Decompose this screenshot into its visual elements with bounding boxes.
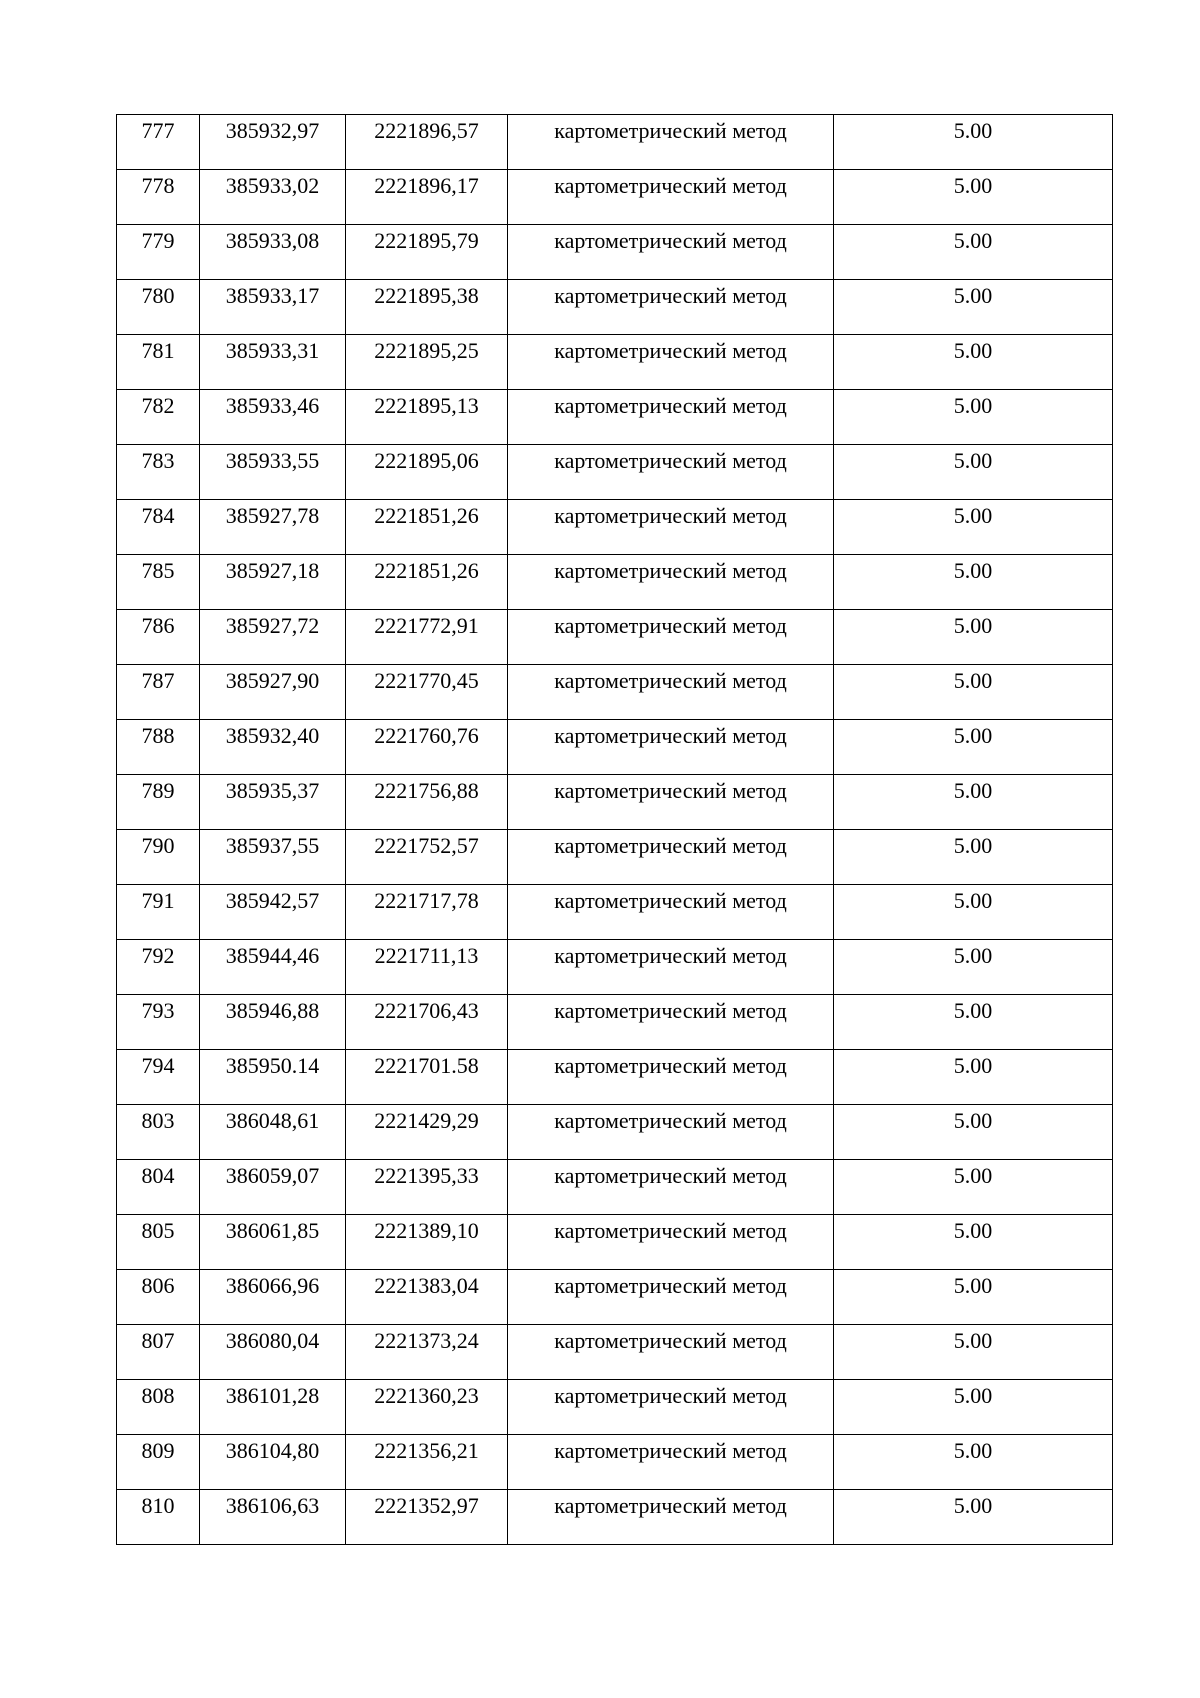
point-number-cell: [117, 1215, 200, 1270]
method-cell-text: картометрический метод: [554, 833, 787, 858]
point-number-cell: [117, 170, 200, 225]
y-coordinate-cell-text: 2221711,13: [374, 943, 479, 968]
accuracy-cell-text: 5.00: [953, 228, 993, 253]
accuracy-cell: [834, 390, 1113, 445]
method-cell: [508, 610, 834, 665]
point-number-cell: [117, 1160, 200, 1215]
x-coordinate-cell-text: 385950.14: [225, 1053, 320, 1078]
y-coordinate-cell: [346, 1380, 508, 1435]
accuracy-cell-text: 5.00: [953, 118, 993, 143]
accuracy-cell-text: 5.00: [953, 613, 993, 638]
accuracy-cell-text: 5.00: [953, 1493, 993, 1518]
y-coordinate-cell: [346, 610, 508, 665]
y-coordinate-cell-text: 2221717,78: [374, 888, 479, 913]
x-coordinate-cell-text: 385927,72: [225, 613, 320, 638]
y-coordinate-cell: [346, 720, 508, 775]
point-number-cell: [117, 1105, 200, 1160]
point-number-cell-text: 784: [141, 503, 175, 528]
y-coordinate-cell-text: 2221895,13: [374, 393, 479, 418]
accuracy-cell-text: 5.00: [953, 1328, 993, 1353]
point-number-cell-text: 781: [141, 338, 175, 363]
accuracy-cell: [834, 665, 1113, 720]
accuracy-cell: [834, 1490, 1113, 1545]
method-cell: [508, 390, 834, 445]
y-coordinate-cell-text: 2221352,97: [374, 1493, 479, 1518]
accuracy-cell-text: 5.00: [953, 448, 993, 473]
y-coordinate-cell-text: 2221851,26: [374, 503, 479, 528]
point-number-cell-text: 785: [141, 558, 175, 583]
x-coordinate-cell: [200, 1380, 346, 1435]
point-number-cell-text: 809: [141, 1438, 175, 1463]
y-coordinate-cell-text: 2221756,88: [374, 778, 479, 803]
point-number-cell: [117, 940, 200, 995]
accuracy-cell-text: 5.00: [953, 943, 993, 968]
y-coordinate-cell-text: 2221770,45: [374, 668, 479, 693]
x-coordinate-cell: [200, 995, 346, 1050]
y-coordinate-cell: [346, 1160, 508, 1215]
x-coordinate-cell: [200, 665, 346, 720]
accuracy-cell: [834, 720, 1113, 775]
x-coordinate-cell: [200, 940, 346, 995]
x-coordinate-cell-text: 385933,31: [225, 338, 320, 363]
method-cell: [508, 335, 834, 390]
x-coordinate-cell-text: 386066,96: [225, 1273, 320, 1298]
point-number-cell-text: 786: [141, 613, 175, 638]
x-coordinate-cell: [200, 225, 346, 280]
x-coordinate-cell: [200, 720, 346, 775]
method-cell: [508, 500, 834, 555]
y-coordinate-cell-text: 2221752,57: [374, 833, 479, 858]
y-coordinate-cell: [346, 830, 508, 885]
x-coordinate-cell-text: 386061,85: [225, 1218, 320, 1243]
point-number-cell-text: 794: [141, 1053, 175, 1078]
x-coordinate-cell-text: 385944,46: [225, 943, 320, 968]
x-coordinate-cell: [200, 610, 346, 665]
point-number-cell: [117, 610, 200, 665]
x-coordinate-cell: [200, 775, 346, 830]
x-coordinate-cell: [200, 335, 346, 390]
y-coordinate-cell-text: 2221896,57: [374, 118, 479, 143]
y-coordinate-cell: [346, 885, 508, 940]
y-coordinate-cell: [346, 1105, 508, 1160]
y-coordinate-cell: [346, 1050, 508, 1105]
x-coordinate-cell: [200, 445, 346, 500]
accuracy-cell: [834, 170, 1113, 225]
y-coordinate-cell-text: 2221895,25: [374, 338, 479, 363]
x-coordinate-cell-text: 386106,63: [225, 1493, 320, 1518]
accuracy-cell: [834, 1215, 1113, 1270]
table-row: [117, 1325, 1113, 1380]
accuracy-cell: [834, 1050, 1113, 1105]
table-row: [117, 995, 1113, 1050]
accuracy-cell-text: 5.00: [953, 888, 993, 913]
table-row: [117, 940, 1113, 995]
accuracy-cell-text: 5.00: [953, 833, 993, 858]
x-coordinate-cell: [200, 500, 346, 555]
y-coordinate-cell-text: 2221395,33: [374, 1163, 479, 1188]
point-number-cell: [117, 1270, 200, 1325]
point-number-cell-text: 804: [141, 1163, 175, 1188]
method-cell: [508, 1270, 834, 1325]
x-coordinate-cell: [200, 1215, 346, 1270]
method-cell-text: картометрический метод: [554, 1053, 787, 1078]
table-row: [117, 1215, 1113, 1270]
y-coordinate-cell-text: 2221896,17: [374, 173, 479, 198]
method-cell: [508, 555, 834, 610]
accuracy-cell: [834, 885, 1113, 940]
x-coordinate-cell: [200, 830, 346, 885]
accuracy-cell-text: 5.00: [953, 668, 993, 693]
method-cell: [508, 115, 834, 170]
point-number-cell: [117, 995, 200, 1050]
x-coordinate-cell: [200, 1490, 346, 1545]
accuracy-cell-text: 5.00: [953, 1383, 993, 1408]
table-row: [117, 115, 1113, 170]
method-cell-text: картометрический метод: [554, 448, 787, 473]
point-number-cell: [117, 665, 200, 720]
method-cell-text: картометрический метод: [554, 1218, 787, 1243]
x-coordinate-cell-text: 386048,61: [225, 1108, 320, 1133]
table-row: [117, 445, 1113, 500]
table-row: [117, 1490, 1113, 1545]
x-coordinate-cell: [200, 280, 346, 335]
accuracy-cell: [834, 1325, 1113, 1380]
y-coordinate-cell-text: 2221429,29: [374, 1108, 479, 1133]
x-coordinate-cell: [200, 555, 346, 610]
x-coordinate-cell: [200, 170, 346, 225]
accuracy-cell-text: 5.00: [953, 998, 993, 1023]
x-coordinate-cell: [200, 1270, 346, 1325]
y-coordinate-cell-text: 2221356,21: [374, 1438, 479, 1463]
point-number-cell-text: 779: [141, 228, 175, 253]
method-cell: [508, 445, 834, 500]
y-coordinate-cell-text: 2221389,10: [374, 1218, 479, 1243]
y-coordinate-cell-text: 2221383,04: [374, 1273, 479, 1298]
accuracy-cell-text: 5.00: [953, 1108, 993, 1133]
method-cell: [508, 1050, 834, 1105]
y-coordinate-cell: [346, 500, 508, 555]
method-cell: [508, 665, 834, 720]
table-row: [117, 1435, 1113, 1490]
accuracy-cell: [834, 1270, 1113, 1325]
method-cell: [508, 1215, 834, 1270]
method-cell-text: картометрический метод: [554, 888, 787, 913]
table-row: [117, 1050, 1113, 1105]
method-cell-text: картометрический метод: [554, 1493, 787, 1518]
y-coordinate-cell-text: 2221373,24: [374, 1328, 479, 1353]
x-coordinate-cell-text: 385932,97: [225, 118, 320, 143]
accuracy-cell-text: 5.00: [953, 723, 993, 748]
y-coordinate-cell-text: 2221701.58: [374, 1053, 479, 1078]
point-number-cell: [117, 1325, 200, 1380]
accuracy-cell-text: 5.00: [953, 338, 993, 363]
method-cell-text: картометрический метод: [554, 613, 787, 638]
point-number-cell-text: 793: [141, 998, 175, 1023]
x-coordinate-cell-text: 385946,88: [225, 998, 320, 1023]
y-coordinate-cell-text: 2221895,79: [374, 228, 479, 253]
y-coordinate-cell: [346, 225, 508, 280]
method-cell: [508, 1490, 834, 1545]
method-cell-text: картометрический метод: [554, 668, 787, 693]
x-coordinate-cell: [200, 1435, 346, 1490]
table-row: [117, 885, 1113, 940]
y-coordinate-cell: [346, 335, 508, 390]
table-row: [117, 555, 1113, 610]
method-cell-text: картометрический метод: [554, 1108, 787, 1133]
table-row: [117, 1105, 1113, 1160]
point-number-cell-text: 787: [141, 668, 175, 693]
x-coordinate-cell-text: 385937,55: [225, 833, 320, 858]
method-cell: [508, 940, 834, 995]
x-coordinate-cell-text: 385927,78: [225, 503, 320, 528]
point-number-cell-text: 806: [141, 1273, 175, 1298]
point-number-cell: [117, 500, 200, 555]
method-cell: [508, 170, 834, 225]
y-coordinate-cell-text: 2221772,91: [374, 613, 479, 638]
point-number-cell: [117, 1490, 200, 1545]
point-number-cell: [117, 1380, 200, 1435]
point-number-cell-text: 808: [141, 1383, 175, 1408]
method-cell-text: картометрический метод: [554, 723, 787, 748]
point-number-cell: [117, 1050, 200, 1105]
point-number-cell-text: 807: [141, 1328, 175, 1353]
y-coordinate-cell: [346, 555, 508, 610]
x-coordinate-cell-text: 385927,90: [225, 668, 320, 693]
method-cell-text: картометрический метод: [554, 1273, 787, 1298]
table-row: [117, 610, 1113, 665]
point-number-cell: [117, 830, 200, 885]
x-coordinate-cell-text: 385935,37: [225, 778, 320, 803]
accuracy-cell-text: 5.00: [953, 1053, 993, 1078]
table-row: [117, 665, 1113, 720]
point-number-cell: [117, 720, 200, 775]
table-row: [117, 500, 1113, 555]
method-cell-text: картометрический метод: [554, 393, 787, 418]
accuracy-cell-text: 5.00: [953, 1163, 993, 1188]
method-cell: [508, 830, 834, 885]
point-number-cell: [117, 445, 200, 500]
accuracy-cell: [834, 555, 1113, 610]
point-number-cell: [117, 555, 200, 610]
accuracy-cell: [834, 1435, 1113, 1490]
point-number-cell-text: 782: [141, 393, 175, 418]
accuracy-cell: [834, 280, 1113, 335]
x-coordinate-cell-text: 385933,55: [225, 448, 320, 473]
accuracy-cell-text: 5.00: [953, 393, 993, 418]
point-number-cell-text: 780: [141, 283, 175, 308]
method-cell-text: картометрический метод: [554, 1328, 787, 1353]
point-number-cell-text: 791: [141, 888, 175, 913]
method-cell: [508, 885, 834, 940]
point-number-cell: [117, 885, 200, 940]
x-coordinate-cell-text: 386104,80: [225, 1438, 320, 1463]
point-number-cell-text: 810: [141, 1493, 175, 1518]
method-cell-text: картометрический метод: [554, 943, 787, 968]
point-number-cell-text: 783: [141, 448, 175, 473]
y-coordinate-cell: [346, 1270, 508, 1325]
x-coordinate-cell: [200, 390, 346, 445]
point-number-cell-text: 792: [141, 943, 175, 968]
x-coordinate-cell-text: 385927,18: [225, 558, 320, 583]
method-cell-text: картометрический метод: [554, 118, 787, 143]
y-coordinate-cell: [346, 1215, 508, 1270]
accuracy-cell: [834, 775, 1113, 830]
accuracy-cell: [834, 1105, 1113, 1160]
coordinates-table: [116, 114, 1113, 1545]
method-cell-text: картометрический метод: [554, 1383, 787, 1408]
y-coordinate-cell: [346, 280, 508, 335]
method-cell: [508, 1435, 834, 1490]
method-cell: [508, 1105, 834, 1160]
accuracy-cell: [834, 115, 1113, 170]
y-coordinate-cell: [346, 1490, 508, 1545]
coordinates-table-body: [117, 115, 1113, 1545]
accuracy-cell: [834, 225, 1113, 280]
method-cell: [508, 280, 834, 335]
x-coordinate-cell-text: 386080,04: [225, 1328, 320, 1353]
x-coordinate-cell-text: 386059,07: [225, 1163, 320, 1188]
accuracy-cell-text: 5.00: [953, 173, 993, 198]
accuracy-cell-text: 5.00: [953, 1273, 993, 1298]
y-coordinate-cell-text: 2221360,23: [374, 1383, 479, 1408]
table-row: [117, 1160, 1113, 1215]
point-number-cell: [117, 390, 200, 445]
point-number-cell: [117, 775, 200, 830]
point-number-cell-text: 803: [141, 1108, 175, 1133]
x-coordinate-cell: [200, 1160, 346, 1215]
accuracy-cell: [834, 940, 1113, 995]
table-row: [117, 775, 1113, 830]
y-coordinate-cell: [346, 1435, 508, 1490]
accuracy-cell-text: 5.00: [953, 778, 993, 803]
x-coordinate-cell-text: 385933,08: [225, 228, 320, 253]
accuracy-cell-text: 5.00: [953, 558, 993, 583]
point-number-cell: [117, 335, 200, 390]
x-coordinate-cell: [200, 1050, 346, 1105]
y-coordinate-cell: [346, 390, 508, 445]
table-row: [117, 720, 1113, 775]
x-coordinate-cell-text: 385942,57: [225, 888, 320, 913]
method-cell: [508, 720, 834, 775]
x-coordinate-cell: [200, 1325, 346, 1380]
method-cell-text: картометрический метод: [554, 283, 787, 308]
point-number-cell-text: 789: [141, 778, 175, 803]
method-cell-text: картометрический метод: [554, 558, 787, 583]
table-row: [117, 390, 1113, 445]
method-cell-text: картометрический метод: [554, 338, 787, 363]
x-coordinate-cell-text: 385933,17: [225, 283, 320, 308]
method-cell-text: картометрический метод: [554, 173, 787, 198]
accuracy-cell: [834, 830, 1113, 885]
y-coordinate-cell: [346, 1325, 508, 1380]
method-cell: [508, 1380, 834, 1435]
accuracy-cell-text: 5.00: [953, 283, 993, 308]
point-number-cell: [117, 280, 200, 335]
x-coordinate-cell-text: 385932,40: [225, 723, 320, 748]
x-coordinate-cell: [200, 885, 346, 940]
accuracy-cell: [834, 445, 1113, 500]
y-coordinate-cell: [346, 995, 508, 1050]
y-coordinate-cell: [346, 170, 508, 225]
accuracy-cell-text: 5.00: [953, 1438, 993, 1463]
table-row: [117, 280, 1113, 335]
table-row: [117, 225, 1113, 280]
table-row: [117, 335, 1113, 390]
y-coordinate-cell: [346, 940, 508, 995]
point-number-cell-text: 805: [141, 1218, 175, 1243]
point-number-cell: [117, 115, 200, 170]
point-number-cell: [117, 1435, 200, 1490]
point-number-cell-text: 778: [141, 173, 175, 198]
y-coordinate-cell-text: 2221895,38: [374, 283, 479, 308]
method-cell: [508, 1160, 834, 1215]
method-cell: [508, 775, 834, 830]
accuracy-cell-text: 5.00: [953, 1218, 993, 1243]
x-coordinate-cell-text: 385933,46: [225, 393, 320, 418]
table-row: [117, 830, 1113, 885]
method-cell-text: картометрический метод: [554, 1163, 787, 1188]
method-cell-text: картометрический метод: [554, 998, 787, 1023]
y-coordinate-cell-text: 2221760,76: [374, 723, 479, 748]
y-coordinate-cell: [346, 775, 508, 830]
method-cell-text: картометрический метод: [554, 228, 787, 253]
y-coordinate-cell: [346, 445, 508, 500]
method-cell: [508, 225, 834, 280]
x-coordinate-cell: [200, 1105, 346, 1160]
x-coordinate-cell: [200, 115, 346, 170]
accuracy-cell: [834, 335, 1113, 390]
method-cell: [508, 1325, 834, 1380]
accuracy-cell: [834, 500, 1113, 555]
table-row: [117, 1270, 1113, 1325]
method-cell: [508, 995, 834, 1050]
point-number-cell-text: 790: [141, 833, 175, 858]
point-number-cell: [117, 225, 200, 280]
accuracy-cell: [834, 610, 1113, 665]
y-coordinate-cell: [346, 665, 508, 720]
method-cell-text: картометрический метод: [554, 1438, 787, 1463]
x-coordinate-cell-text: 385933,02: [225, 173, 320, 198]
accuracy-cell: [834, 1160, 1113, 1215]
point-number-cell-text: 788: [141, 723, 175, 748]
y-coordinate-cell-text: 2221895,06: [374, 448, 479, 473]
y-coordinate-cell-text: 2221851,26: [374, 558, 479, 583]
y-coordinate-cell: [346, 115, 508, 170]
accuracy-cell: [834, 995, 1113, 1050]
y-coordinate-cell-text: 2221706,43: [374, 998, 479, 1023]
method-cell-text: картометрический метод: [554, 778, 787, 803]
method-cell-text: картометрический метод: [554, 503, 787, 528]
accuracy-cell: [834, 1380, 1113, 1435]
accuracy-cell-text: 5.00: [953, 503, 993, 528]
x-coordinate-cell-text: 386101,28: [225, 1383, 320, 1408]
table-row: [117, 1380, 1113, 1435]
point-number-cell-text: 777: [141, 118, 175, 143]
table-row: [117, 170, 1113, 225]
